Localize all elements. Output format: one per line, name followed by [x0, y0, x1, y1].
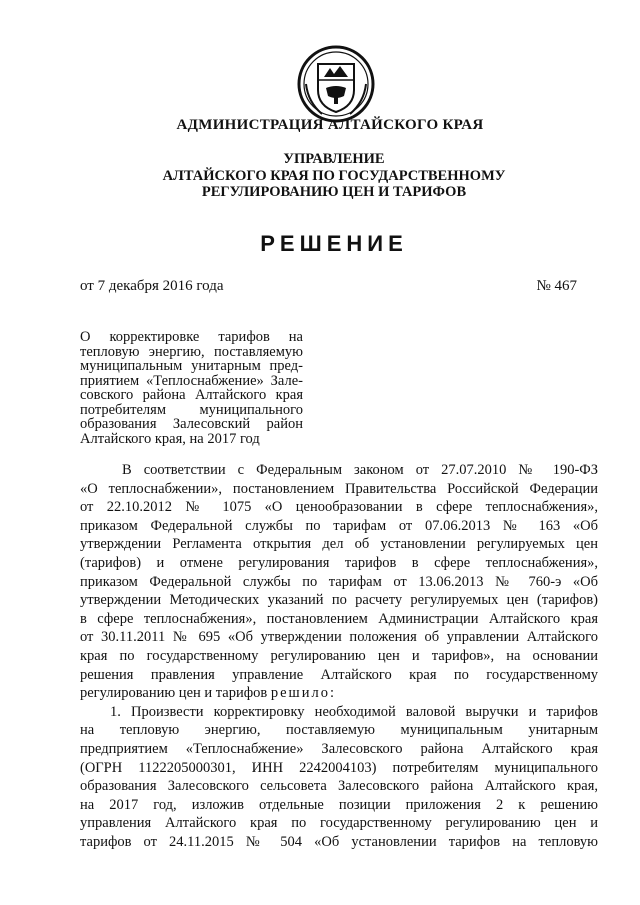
subject-line: совского района Алтайского края	[80, 387, 303, 403]
subject-line: тепловую энергию, поставляемую	[80, 343, 303, 360]
body-line: управления Алтайского края по государственному регулированию цен и	[80, 815, 598, 832]
body-line: от 30.11.2011 № 695 «Об утверждении положения об управлении Алтайского	[80, 629, 598, 646]
document-subject	[80, 330, 303, 446]
subject-line: Алтайского края, на 2017 год	[80, 430, 260, 447]
body-line: от 22.10.2012 № 1075 «О ценообразовании в сфере теплоснабжения»,	[80, 499, 598, 516]
body-line: утверждении Методических указаний по расчету регулируемых цен (тарифов)	[80, 592, 598, 609]
body-line: «О теплоснабжении», постановлением Правительства Российской Федерации	[80, 480, 598, 497]
subject-line: приятием «Теплоснабжение» Зале-	[80, 372, 303, 389]
subject-line: муниципальным унитарным пред-	[80, 358, 303, 374]
body-line: (тарифов) и отмене регулирования тарифов в сфере теплоснабжения»,	[80, 554, 598, 571]
department-line: УПРАВЛЕНИЕ	[283, 151, 385, 167]
body-line: (ОГРН 1122205000301, ИНН 2242004103) потребителям муниципального	[80, 759, 598, 776]
subject-line: образования Залесовский район	[80, 416, 303, 432]
body-line: утверждении Регламента открытия дел об установлении регулируемых цен	[80, 536, 598, 553]
document-number: № 467	[536, 278, 577, 294]
body-line	[80, 684, 598, 703]
body-line: решения правления управление Алтайского края по государственному	[80, 666, 598, 683]
body-line: предприятием «Теплоснабжение» Залесовского района Алтайского края	[80, 740, 598, 757]
decided-word: решило:	[270, 685, 336, 702]
body-line: В соответствии с Федеральным законом от 27.07.2010 № 190-ФЗ	[122, 462, 598, 478]
body-line: края по государственному регулированию цен и тарифов», на основании	[80, 647, 598, 664]
body-line: на тепловую энергию, поставляемую муниципальным унитарным	[80, 722, 598, 739]
document-type: РЕШЕНИЕ	[260, 231, 408, 256]
subject-line: потребителям муниципального	[80, 401, 303, 418]
administration-title: АДМИНИСТРАЦИЯ АЛТАЙСКОГО КРАЯ	[176, 117, 484, 133]
body-line: на 2017 год, изложив отдельные позиции приложения 2 к решению	[80, 796, 598, 813]
department-title	[14, 151, 640, 201]
body-line: образования Залесовского сельсовета Залесовского района Алтайского края,	[80, 778, 598, 795]
subject-line: О корректировке тарифов на	[80, 329, 303, 345]
body-line: тарифов от 24.11.2015 № 504 «Об установлении тарифов на тепловую	[80, 833, 598, 850]
body-line-text: регулированию цен и тарифов	[80, 685, 268, 702]
body-line: 1. Произвести корректировку необходимой валовой выручки и тарифов	[110, 703, 598, 720]
body-line: приказом Федеральной службы по тарифам от 07.06.2013 № 163 «Об	[80, 517, 598, 534]
body-line: приказом Федеральной службы по тарифам от 13.06.2013 № 760-э «Об	[80, 573, 598, 590]
department-line: АЛТАЙСКОГО КРАЯ ПО ГОСУДАРСТВЕННОМУ	[162, 167, 506, 184]
document-date: от 7 декабря 2016 года	[80, 278, 224, 294]
coat-of-arms-emblem	[296, 44, 376, 124]
document-body	[80, 461, 598, 851]
department-line: РЕГУЛИРОВАНИЮ ЦЕН И ТАРИФОВ	[201, 184, 467, 200]
body-line: в сфере теплоснабжения», постановлением Администрации Алтайского края	[80, 610, 598, 627]
